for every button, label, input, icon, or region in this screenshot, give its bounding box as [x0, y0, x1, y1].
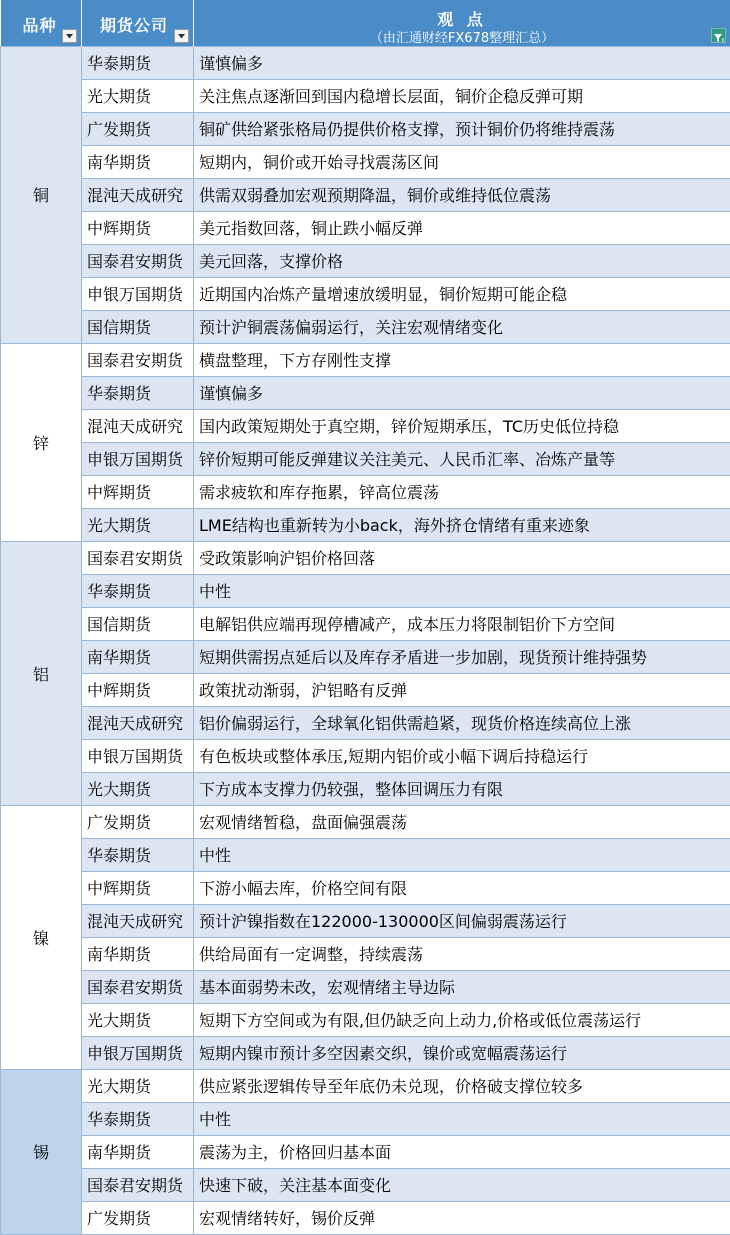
header-row [1, 0, 730, 46]
view-cell: 需求疲软和库存拖累，锌高位震荡 [194, 475, 730, 508]
view-cell: 宏观情绪转好，锡价反弹 [194, 1201, 730, 1234]
category-cell: 铝 [1, 541, 82, 805]
table-row [1, 475, 730, 508]
view-cell: 中性 [194, 1102, 730, 1135]
table-row [1, 1135, 730, 1168]
view-cell: 横盘整理，下方存刚性支撑 [194, 343, 730, 376]
table-row [1, 805, 730, 838]
company-cell: 光大期货 [82, 79, 194, 112]
view-cell: 预计沪铜震荡偏弱运行，关注宏观情绪变化 [194, 310, 730, 343]
dropdown-arrow-icon[interactable] [62, 29, 77, 43]
table-row [1, 277, 730, 310]
table-row [1, 145, 730, 178]
company-cell: 混沌天成研究 [82, 904, 194, 937]
table-row [1, 1168, 730, 1201]
table-row [1, 904, 730, 937]
table-row [1, 574, 730, 607]
view-cell: 电解铝供应端再现停槽减产，成本压力将限制铝价下方空间 [194, 607, 730, 640]
company-cell: 南华期货 [82, 937, 194, 970]
company-cell: 混沌天成研究 [82, 409, 194, 442]
company-cell: 申银万国期货 [82, 1036, 194, 1069]
category-cell: 铜 [1, 46, 82, 343]
company-cell: 国泰君安期货 [82, 343, 194, 376]
view-cell: 下游小幅去库，价格空间有限 [194, 871, 730, 904]
company-cell: 国泰君安期货 [82, 1168, 194, 1201]
view-cell: 美元指数回落，铜止跌小幅反弹 [194, 211, 730, 244]
filter-active-icon[interactable] [711, 28, 726, 43]
view-cell: 中性 [194, 574, 730, 607]
view-cell: 短期供需拐点延后以及库存矛盾进一步加剧，现货预计维持强势 [194, 640, 730, 673]
table-row [1, 46, 730, 79]
company-cell: 国泰君安期货 [82, 244, 194, 277]
view-cell: 中性 [194, 838, 730, 871]
table-row [1, 79, 730, 112]
company-cell: 混沌天成研究 [82, 178, 194, 211]
category-cell: 锌 [1, 343, 82, 541]
table-row [1, 970, 730, 1003]
view-cell: 预计沪镍指数在122000-130000区间偏弱震荡运行 [194, 904, 730, 937]
view-cell: 有色板块或整体承压,短期内铝价或小幅下调后持稳运行 [194, 739, 730, 772]
header-company [82, 0, 194, 46]
view-cell: 锌价短期可能反弹建议关注美元、人民币汇率、冶炼产量等 [194, 442, 730, 475]
header-view [194, 0, 730, 46]
table-row [1, 508, 730, 541]
company-cell: 混沌天成研究 [82, 706, 194, 739]
table-row [1, 772, 730, 805]
table-row [1, 1036, 730, 1069]
view-cell: 宏观情绪暂稳，盘面偏强震荡 [194, 805, 730, 838]
company-cell: 中辉期货 [82, 871, 194, 904]
category-cell: 镍 [1, 805, 82, 1069]
table-row [1, 1201, 730, 1234]
company-cell: 国信期货 [82, 310, 194, 343]
table-row [1, 310, 730, 343]
company-cell: 国泰君安期货 [82, 541, 194, 574]
company-cell: 南华期货 [82, 145, 194, 178]
table-row [1, 343, 730, 376]
view-cell: 短期下方空间或为有限,但仍缺乏向上动力,价格或低位震荡运行 [194, 1003, 730, 1036]
view-cell: 铝价偏弱运行，全球氧化铝供需趋紧，现货价格连续高位上涨 [194, 706, 730, 739]
table-row [1, 211, 730, 244]
header-category [1, 0, 82, 46]
view-cell: 快速下破，关注基本面变化 [194, 1168, 730, 1201]
table-row [1, 1069, 730, 1102]
table-row [1, 1102, 730, 1135]
view-cell: 铜矿供给紧张格局仍提供价格支撑，预计铜价仍将维持震荡 [194, 112, 730, 145]
table-row [1, 244, 730, 277]
view-cell: 近期国内冶炼产量增速放缓明显，铜价短期可能企稳 [194, 277, 730, 310]
table-row [1, 640, 730, 673]
header-view-title: 观 点 [437, 10, 487, 29]
view-cell: 谨慎偏多 [194, 376, 730, 409]
company-cell: 中辉期货 [82, 673, 194, 706]
view-cell: 供应紧张逻辑传导至年底仍未兑现，价格破支撑位较多 [194, 1069, 730, 1102]
company-cell: 中辉期货 [82, 211, 194, 244]
view-cell: 国内政策短期处于真空期，锌价短期承压，TC历史低位持稳 [194, 409, 730, 442]
company-cell: 华泰期货 [82, 838, 194, 871]
view-cell: LME结构也重新转为小back，海外挤仓情绪有重来迹象 [194, 508, 730, 541]
company-cell: 广发期货 [82, 805, 194, 838]
company-cell: 申银万国期货 [82, 739, 194, 772]
company-cell: 广发期货 [82, 1201, 194, 1234]
company-cell: 广发期货 [82, 112, 194, 145]
table-row [1, 442, 730, 475]
view-cell: 短期内，铜价或开始寻找震荡区间 [194, 145, 730, 178]
company-cell: 南华期货 [82, 1135, 194, 1168]
view-cell: 供给局面有一定调整，持续震荡 [194, 937, 730, 970]
company-cell: 国泰君安期货 [82, 970, 194, 1003]
view-cell: 下方成本支撑力仍较强，整体回调压力有限 [194, 772, 730, 805]
header-company-label: 期货公司 [100, 16, 169, 35]
company-cell: 中辉期货 [82, 475, 194, 508]
company-cell: 光大期货 [82, 1003, 194, 1036]
company-cell: 华泰期货 [82, 376, 194, 409]
table-row [1, 871, 730, 904]
view-cell: 关注焦点逐渐回到国内稳增长层面，铜价企稳反弹可期 [194, 79, 730, 112]
view-cell: 受政策影响沪铝价格回落 [194, 541, 730, 574]
view-cell: 震荡为主，价格回归基本面 [194, 1135, 730, 1168]
company-cell: 光大期货 [82, 772, 194, 805]
table-row [1, 838, 730, 871]
table-row [1, 178, 730, 211]
company-cell: 光大期货 [82, 508, 194, 541]
category-cell: 锡 [1, 1069, 82, 1234]
company-cell: 华泰期货 [82, 46, 194, 79]
table-row [1, 673, 730, 706]
table-row [1, 739, 730, 772]
company-cell: 光大期货 [82, 1069, 194, 1102]
view-cell: 供需双弱叠加宏观预期降温，铜价或维持低位震荡 [194, 178, 730, 211]
company-cell: 国信期货 [82, 607, 194, 640]
view-cell: 政策扰动渐弱，沪铝略有反弹 [194, 673, 730, 706]
table-row [1, 112, 730, 145]
company-cell: 华泰期货 [82, 574, 194, 607]
company-cell: 南华期货 [82, 640, 194, 673]
view-cell: 美元回落，支撑价格 [194, 244, 730, 277]
table-row [1, 937, 730, 970]
company-cell: 华泰期货 [82, 1102, 194, 1135]
table-row [1, 541, 730, 574]
dropdown-arrow-icon[interactable] [174, 29, 189, 43]
company-cell: 申银万国期货 [82, 277, 194, 310]
header-category-label: 品种 [22, 16, 57, 35]
table-row [1, 607, 730, 640]
view-cell: 谨慎偏多 [194, 46, 730, 79]
view-cell: 基本面弱势未改，宏观情绪主导边际 [194, 970, 730, 1003]
table-row [1, 409, 730, 442]
view-cell: 短期内镍市预计多空因素交织，镍价或宽幅震荡运行 [194, 1036, 730, 1069]
table-row [1, 376, 730, 409]
table-row [1, 706, 730, 739]
table-row [1, 1003, 730, 1036]
header-view-subtitle: （由汇通财经FX678整理汇总） [369, 31, 555, 46]
company-cell: 申银万国期货 [82, 442, 194, 475]
